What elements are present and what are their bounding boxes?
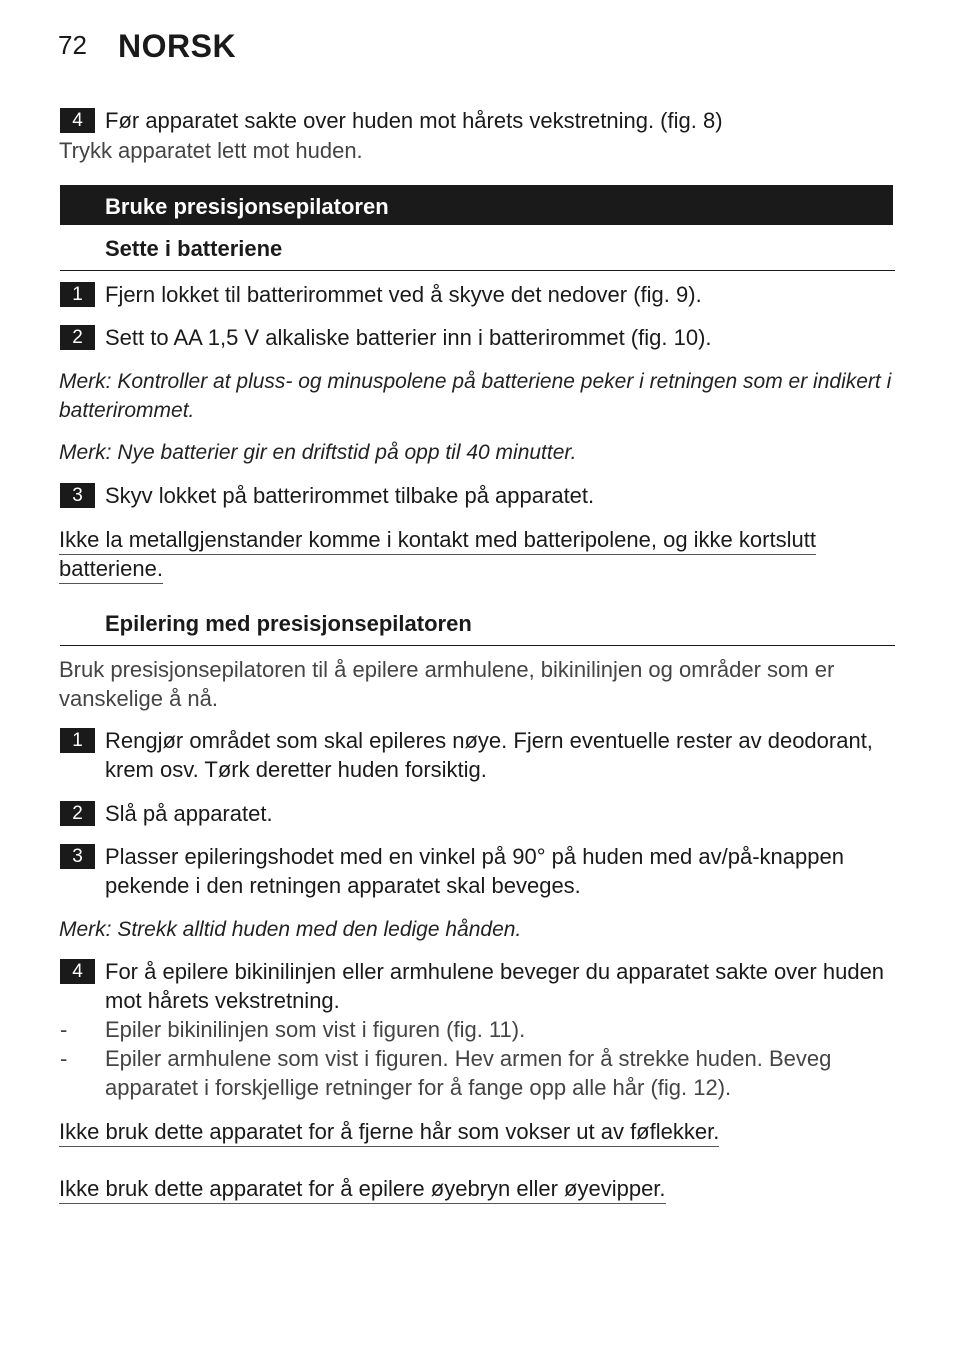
instruction-step (60, 957, 894, 1015)
note-text: Merk: Strekk alltid huden med den ledige hånden. (59, 918, 522, 941)
list-item (60, 1015, 894, 1044)
section-heading-bar (60, 185, 893, 225)
page-language-title: NORSK (118, 28, 237, 64)
warning-line: Ikke bruk dette apparatet for å epilere øyebryn eller øyevipper. (59, 1176, 666, 1204)
step-text: Skyv lokket på batterirommet tilbake på apparatet. (105, 483, 595, 508)
plain-text: Trykk apparatet lett mot huden. (59, 138, 363, 163)
step-text: Slå på apparatet. (105, 801, 273, 826)
subsection-title: Sette i batteriene (105, 236, 283, 261)
section-heading: Bruke presisjonsepilatoren (105, 194, 389, 219)
step-number-badge: 1 (60, 282, 95, 307)
subsection-heading-epilation (60, 611, 895, 646)
bullet-dash: - (60, 1017, 68, 1042)
instruction-step (60, 280, 894, 309)
step-number-badge: 1 (60, 728, 95, 753)
step-text: Rengjør området som skal epileres nøye. Fjern eventuelle rester av deodorant, krem osv. Tørk deretter huden forsiktig. (105, 728, 873, 782)
instruction-step (60, 106, 894, 135)
intro-text: Bruk presisjonsepilatoren til å epilere armhulene, bikinilinjen og områder som er vanskelige å nå. (59, 657, 835, 711)
warning-line: Ikke bruk dette apparatet for å fjerne hår som vokser ut av føflekker. (59, 1119, 719, 1147)
step-text: Fjern lokket til batterirommet ved å skyve det nedover (fig. 9). (105, 282, 702, 307)
step-number-badge: 2 (60, 325, 95, 350)
step-number-badge: 4 (60, 959, 95, 984)
bullet-dash: - (60, 1046, 68, 1071)
bullet-text: Epiler bikinilinjen som vist i figuren (fig. 11). (105, 1017, 526, 1042)
page-number: 72 (58, 30, 87, 60)
instruction-step (60, 726, 894, 784)
list-item (60, 1044, 894, 1102)
subsection-title: Epilering med presisjonsepilatoren (105, 611, 472, 636)
warning-text (59, 1117, 894, 1146)
step-text: Plasser epileringshodet med en vinkel på 90° på huden med av/på-knappen pekende i den retningen apparatet skal beveges. (105, 844, 844, 898)
step-number-badge: 4 (60, 108, 95, 133)
step-text: For å epilere bikinilinjen eller armhulene beveger du apparatet sakte over huden mot hårets vekstretning. (105, 959, 885, 1013)
step-text: Sett to AA 1,5 V alkaliske batterier inn i batterirommet (fig. 10). (105, 325, 712, 350)
bullet-text: Epiler armhulene som vist i figuren. Hev armen for å strekke huden. Beveg apparatet i forskjellige retninger for å fange opp alle hår (fig. 12). (105, 1046, 832, 1100)
instruction-step (60, 842, 894, 900)
note-text: Merk: Kontroller at pluss- og minuspolene på batteriene peker i retningen som er indikert i batterirommet. (59, 370, 892, 422)
warning-text (59, 1174, 894, 1203)
step-text: Før apparatet sakte over huden mot hårets vekstretning. (fig. 8) (105, 108, 723, 133)
instruction-step (60, 799, 894, 828)
warning-line: batteriene. (59, 556, 163, 584)
note-text: Merk: Nye batterier gir en driftstid på opp til 40 minutter. (59, 441, 577, 464)
step-number-badge: 3 (60, 844, 95, 869)
step-number-badge: 3 (60, 483, 95, 508)
instruction-step (60, 481, 894, 510)
warning-text (59, 525, 894, 583)
subsection-heading-batteries (60, 236, 895, 271)
warning-line: Ikke la metallgjenstander komme i kontakt med batteripolene, og ikke kortslutt (59, 527, 816, 555)
step-number-badge: 2 (60, 801, 95, 826)
instruction-step (60, 323, 894, 352)
